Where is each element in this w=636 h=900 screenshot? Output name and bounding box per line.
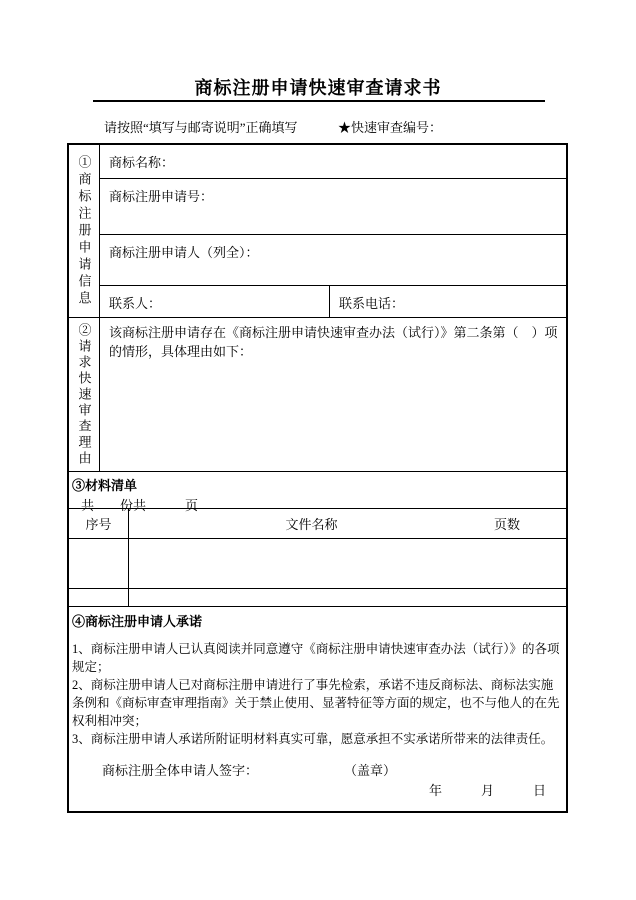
section1-label-column: [69, 145, 100, 317]
column-header-pages: 页数: [494, 517, 521, 532]
contact-row: [100, 286, 566, 317]
commitment-item-3: 3、商标注册申请人承诺所附证明材料真实可靠，愿意承担不实承诺所带来的法律责任。: [72, 732, 554, 746]
fast-exam-number-label: [338, 117, 442, 136]
column-header-index: 序号: [69, 509, 129, 538]
page-title: 商标注册申请快速审查请求书: [194, 78, 442, 98]
column-header-filename: 文件名称: [285, 517, 338, 532]
contact-phone-field: [330, 286, 566, 317]
contact-person-label: 联系人：: [109, 296, 162, 312]
materials-empty-row-2: [69, 589, 566, 607]
seal-label: （盖章）: [344, 763, 397, 778]
materials-empty-row-1: [69, 539, 566, 589]
application-number-field: [100, 179, 566, 235]
fill-instruction: 请按照“填写与邮寄说明”正确填写: [104, 120, 298, 135]
commitment-heading: ④商标注册申请人承诺: [72, 614, 203, 629]
section-application-info: [69, 145, 566, 318]
empty-content-cell: [129, 539, 566, 588]
commitment-item-1: 1、商标注册申请人已认真阅读并同意遵守《商标注册申请快速审查办法（试行）》的各项规定；: [72, 642, 560, 674]
signature-label: 商标注册全体申请人签字：: [102, 763, 259, 778]
section1-fields: [100, 145, 566, 317]
section-commitment: [69, 607, 566, 811]
request-form-table: [67, 143, 568, 813]
applicants-label: 商标注册申请人（列全）：: [109, 244, 259, 260]
section-materials-heading: [69, 472, 566, 513]
column-header-rest: [129, 509, 566, 538]
signature-row: [72, 762, 562, 780]
section-exam-reason: [69, 318, 566, 472]
date-line: 年 月 日: [428, 783, 546, 798]
trademark-name-label: 商标名称：: [109, 155, 175, 170]
empty-index-cell: [69, 589, 129, 606]
section2-label: ②请求快速审查理由: [76, 322, 92, 467]
title-underline: [93, 100, 545, 102]
application-number-label: 商标注册申请号：: [109, 188, 214, 204]
contact-phone-label: 联系电话：: [339, 296, 405, 312]
empty-content-cell: [129, 589, 566, 606]
section1-label: ①商标注册申请信息: [76, 154, 92, 308]
star-icon: ★: [338, 120, 352, 135]
fast-exam-number-text: 快速审查编号：: [351, 120, 443, 135]
materials-table-header: [69, 509, 566, 539]
empty-index-cell: [69, 539, 129, 588]
applicants-field: [100, 235, 566, 287]
materials-heading: ③材料清单: [72, 478, 138, 493]
exam-reason-text: 该商标注册申请存在《商标注册申请快速审查办法（试行）》第二条第（ ）项的情形，具体理由如下：: [109, 325, 558, 359]
trademark-name-field: [100, 145, 566, 179]
section2-label-column: [69, 318, 100, 471]
materials-count-line: 共 份共 页: [81, 498, 199, 513]
contact-person-field: [100, 286, 330, 317]
commitment-item-2: 2、商标注册申请人已对商标注册申请进行了事先检索，承诺不违反商标法、商标法实施条例和《商标审查审理指南》关于禁止使用、显著特征等方面的规定，也不与他人的在先权利相冲突；: [72, 678, 560, 728]
